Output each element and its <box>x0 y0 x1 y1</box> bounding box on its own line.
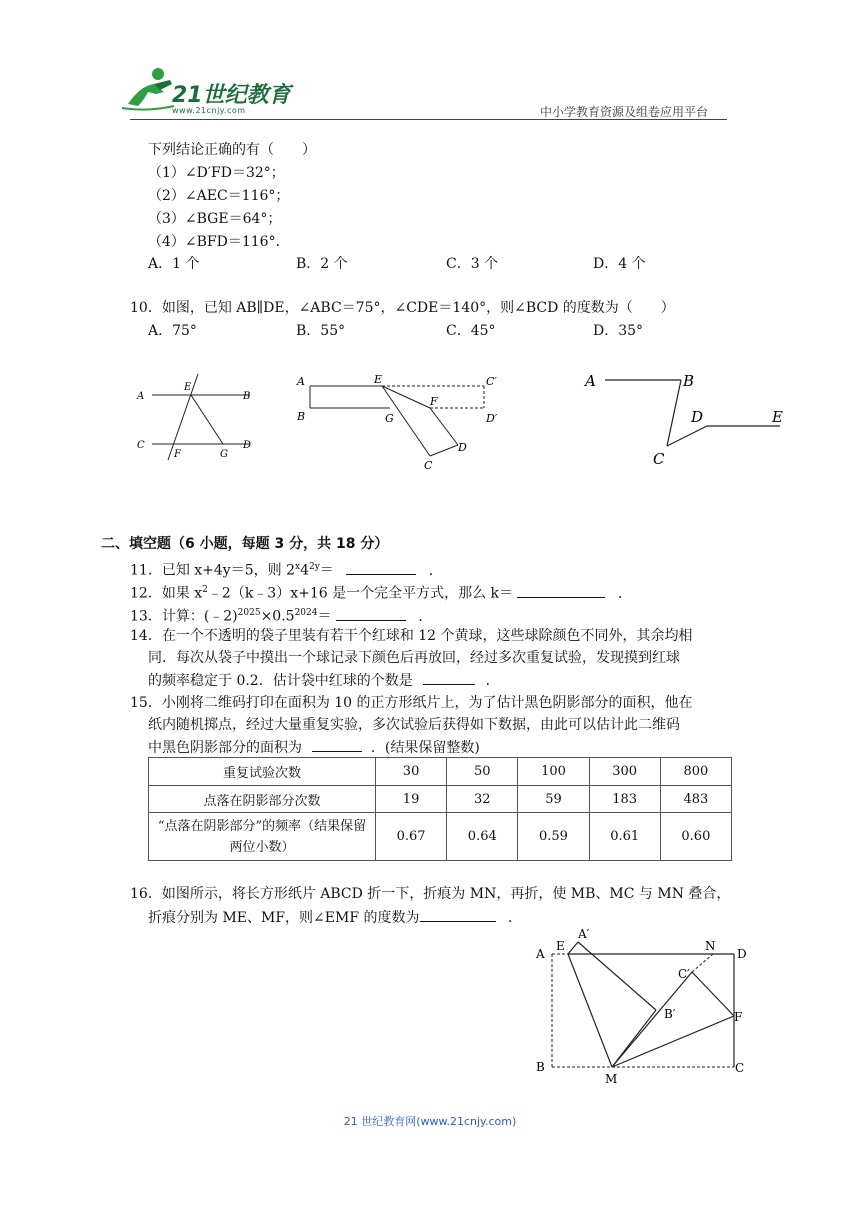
fig2-label-d-prime: D′ <box>486 412 498 425</box>
q10-option-b: B．55° <box>296 323 346 339</box>
table-cell: 50 <box>447 758 518 786</box>
fig4-label-d: D <box>737 947 747 961</box>
q10-stem: 10．如图，已知 AB∥DE，∠ABC＝75°，∠CDE＝140°，则∠BCD 的度数为（ ） <box>130 300 675 316</box>
q11-end: ． <box>428 562 443 579</box>
q16-line-2 <box>148 907 522 928</box>
q10-option-a: A．75° <box>148 323 197 339</box>
q16-line-2-text: 折痕分别为 ME、MF，则∠EMF 的度数为 <box>148 910 420 926</box>
fig1-label-e: E <box>184 382 192 393</box>
fig3-label-d: D <box>691 408 704 426</box>
table-row <box>149 813 732 861</box>
table-cell: 100 <box>518 758 589 786</box>
q15-end: ．(结果保留整数) <box>370 740 480 756</box>
q14-answer-blank[interactable] <box>423 670 475 685</box>
table-cell-label: 重复试验次数 <box>149 758 376 786</box>
q16-line-1: 16．如图所示，将长方形纸片 ABCD 折一下，折痕为 MN，再折，使 MB、MC 与 MN 叠合， <box>130 886 731 902</box>
q11-pre: 11．已知 x+4y＝5，则 2 <box>130 562 295 579</box>
q12-post: ﹣2（k﹣3）x+16 是一个完全平方式，那么 k＝ <box>207 585 514 602</box>
q11-post: ＝ <box>319 562 334 579</box>
q12-exp: 2 <box>202 585 208 595</box>
section-2-title: 二、填空题（6 小题，每题 3 分，共 18 分） <box>101 536 389 552</box>
figure-folded-strip <box>290 368 510 476</box>
q15-answer-blank[interactable] <box>312 737 362 752</box>
fig2-label-g: G <box>385 412 394 425</box>
fig2-label-b: B <box>297 410 306 423</box>
q9-option-d: D．4 个 <box>593 256 646 272</box>
fig3-label-b: B <box>683 372 695 390</box>
q13 <box>130 603 432 627</box>
fig2-label-c-prime: C′ <box>486 375 497 388</box>
table-cell: 32 <box>447 786 518 813</box>
q10-option-c: C．45° <box>446 323 496 339</box>
platform-name: 中小学教育资源及组卷应用平台 <box>540 105 709 119</box>
fig1-label-b: B <box>243 391 251 402</box>
fig2-label-f: F <box>430 395 438 408</box>
fig1-label-f: F <box>174 449 181 460</box>
fig4-label-b-prime: B′ <box>664 1007 676 1021</box>
fig4-label-c-prime: C′ <box>678 967 690 981</box>
table-cell: 19 <box>375 786 446 813</box>
fig3-label-c: C <box>653 450 665 468</box>
logo-url: www.21cnjy.com <box>172 106 246 115</box>
fig4-label-a-prime: A′ <box>578 927 590 941</box>
q9-option-b: B．2 个 <box>296 256 348 272</box>
fig4-label-c: C <box>735 1061 745 1075</box>
q14-line-2: 同．每次从袋子中摸出一个球记录下颜色后再放回，经过多次重复试验，发现摸到红球 <box>148 650 680 666</box>
q12-answer-blank[interactable] <box>517 583 605 598</box>
q16-answer-blank[interactable] <box>420 907 496 922</box>
q15-line-2: 纸内随机掷点，经过大量重复实验，多次试验后获得如下数据，由此可以估计此二维码 <box>148 717 680 733</box>
q12-pre: 12．如果 x <box>130 585 203 602</box>
q12 <box>130 580 632 604</box>
table-row <box>149 786 732 813</box>
q10-option-d: D．35° <box>593 323 644 339</box>
q15-data-table <box>148 757 732 861</box>
header <box>0 0 860 120</box>
table-cell: 0.64 <box>447 813 518 861</box>
logo-runner-icon <box>118 66 178 112</box>
q13-pre: 13．计算：(﹣2) <box>130 608 238 625</box>
fig3-label-e: E <box>772 408 783 426</box>
fig2-label-e: E <box>374 373 383 386</box>
fig2-label-a: A <box>297 375 305 388</box>
table-row <box>149 758 732 786</box>
q13-post: ＝ <box>317 608 332 625</box>
q15-line-1: 15．小刚将二维码打印在面积为 10 的正方形纸片上，为了估计黑色阴影部分的面积，他在 <box>130 695 693 711</box>
table-cell: 800 <box>660 758 731 786</box>
fig2-label-c: C <box>424 459 433 472</box>
table-cell: 30 <box>375 758 446 786</box>
fig1-label-d: D <box>243 440 252 451</box>
q16-end: ． <box>507 910 522 926</box>
q13-end: ． <box>418 608 433 625</box>
q15-line-3 <box>148 737 480 758</box>
figure-folded-rectangle <box>530 924 760 1088</box>
fig4-label-e: E <box>556 939 565 953</box>
fig1-label-a: A <box>137 391 145 402</box>
table-cell: 300 <box>589 758 660 786</box>
q9-item-2: （2）∠AEC＝116°； <box>148 188 290 204</box>
q12-end: ． <box>617 585 632 602</box>
fig2-label-d: D <box>458 441 467 454</box>
table-cell: 0.59 <box>518 813 589 861</box>
q11-exp-1: x <box>294 562 301 572</box>
q9-option-c: C．3 个 <box>446 256 499 272</box>
q9-option-a: A．1 个 <box>148 256 200 272</box>
table-cell: 0.60 <box>660 813 731 861</box>
q13-exp-2: 2024 <box>294 608 318 618</box>
q11 <box>130 557 443 581</box>
q9-item-4: （4）∠BFD＝116°． <box>148 234 290 250</box>
fig4-label-n: N <box>705 939 716 953</box>
q11-answer-blank[interactable] <box>346 560 416 575</box>
table-cell: 59 <box>518 786 589 813</box>
fig4-label-b: B <box>536 1060 545 1074</box>
fig3-label-a: A <box>585 372 596 390</box>
q9-stem: 下列结论正确的有（ ） <box>148 142 316 158</box>
table-cell: 0.67 <box>375 813 446 861</box>
logo-text: 21世纪教育 <box>172 83 291 108</box>
q13-mid: ×0.5 <box>260 608 295 625</box>
q9-item-1: （1）∠D′FD＝32°； <box>148 165 285 181</box>
table-cell: 0.61 <box>589 813 660 861</box>
q11-mid: 4 <box>300 562 309 579</box>
footer-source[interactable]: 21 世纪教育网(www.21cnjy.com) <box>343 1115 517 1128</box>
table-cell-label: “点落在阴影部分”的频率（结果保留两位小数） <box>149 813 376 861</box>
q14-end: ． <box>485 673 500 689</box>
table-cell: 183 <box>589 786 660 813</box>
figure-bent-line <box>575 364 795 474</box>
fig4-label-a: A <box>536 947 545 961</box>
fig1-label-c: C <box>137 440 145 451</box>
q13-answer-blank[interactable] <box>336 606 406 621</box>
fig1-label-g: G <box>220 449 228 460</box>
figure-parallel-lines <box>130 368 265 463</box>
q14-line-1: 14．在一个不透明的袋子里装有若干个红球和 12 个黄球，这些球除颜色不同外，其余均相 <box>130 628 693 644</box>
q14-line-3 <box>148 670 500 691</box>
table-cell: 483 <box>660 786 731 813</box>
q15-line-3-text: 中黑色阴影部分的面积为 <box>148 740 302 756</box>
table-cell-label: 点落在阴影部分次数 <box>149 786 376 813</box>
fig4-label-m: M <box>605 1072 618 1086</box>
fig4-label-f: F <box>734 1010 743 1024</box>
q11-exp-2: 2y <box>308 562 320 572</box>
header-rule <box>130 119 727 120</box>
q13-exp-1: 2025 <box>237 608 261 618</box>
q14-line-3-text: 的频率稳定于 0.2．估计袋中红球的个数是 <box>148 673 413 689</box>
q9-item-3: （3）∠BGE＝64°； <box>148 211 282 227</box>
